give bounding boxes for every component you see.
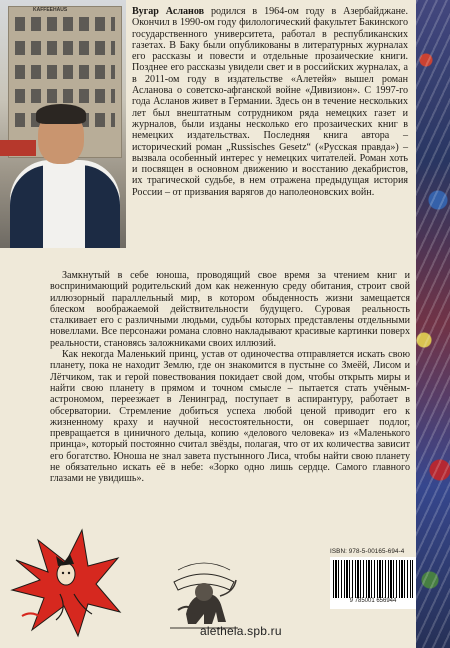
author-vest	[10, 165, 120, 248]
author-name: Вугар Асланов	[132, 6, 205, 17]
publisher-website: aletheia.spb.ru	[200, 624, 282, 638]
author-bio-text: родился в 1964-ом году в Азербайджане. Окончил в 1990-ом году филологический факультет Бакинского государственного университета, работал в республиканских газетах. В Баку были опубликованы в литературных журналах его рассказы и повести и отдельные прозаические книги. Позднее его рассказы увидели свет и в российских журналах, а в 2011-ом году в издательстве «Алетейя» вышел роман Асланова о советско-афганской войне «Дивизион». С 1997-го года Асланов живет в Германии. Здесь он в течение нескольких лет был внештатным сотрудником ряда немецких газет и журналов, были изданы несколько его прозаических книг в немецких издательствах. Последняя книга автора – исторический роман „Russisches Gesetz“ («Русская правда») – вызвала особенный интерес у немецких читателей. Роман хоть и посвящен в основном движению и восстанию декабристов, их трагической судьбе, в нем отражена предыдущая история России – от призвания варягов до наполеоновских войн.	[132, 6, 408, 198]
author-photo	[0, 0, 126, 248]
isbn-text: ISBN: 978-5-00165-694-4	[330, 548, 405, 555]
description-paragraph: Как некогда Маленький принц, устав от одиночества отправляется искать свою планету, пока не находит Землю, где он знакомится в пустыне со Змеёй, Лисом и Лётчиком, так и герой повествования покидает свой дом, чтобы открыть миры и найти свою планету в прямом и точном смысле – пытается стать учёным-астрономом, переезжает в Ленинград, поступает в аспирантуру, работает в обсерватории. Стремление добиться успеха любой ценой приводит его к жизненному краху и научной несостоятельности, он совершает подлог, превращается в циничного дельца, копию «делового человека» из «Маленького принца», который постоянно считал звёзды, полагая, что от их количества зависит его богатство. Юноша не знал завета пустынного Лиса, чтобы найти свою планету не обязательно искать её в небе: «Зорко одно лишь сердце. Самого главного глазами не увидишь».	[50, 349, 410, 485]
red-figure-drawing	[8, 520, 126, 640]
barcode-digits: 9 785001 656944	[349, 598, 397, 604]
photo-awning	[0, 140, 36, 156]
description-paragraph: Замкнутый в себе юноша, проводящий свое время за чтением книг и воспринимающий родительский дом как неженную среду обитания, строит свой иллюзорный параллельный мир, в котором обыденность жизни замещается блеском воображаемой действительности будущего. Суровая реальность сталкивает его с различными людьми, судьбы которых представлены отдельными новеллами. Все персонажи романа словно накладывают красивые картинки поверх реальности, становясь заложниками своих иллюзий.	[50, 270, 410, 349]
barcode	[330, 557, 416, 609]
cover-artwork-strip	[416, 0, 450, 648]
author-hair	[36, 104, 86, 124]
photo-sign: KAFFEEHAUS	[33, 7, 68, 13]
isbn-block	[330, 548, 416, 609]
author-bio	[132, 6, 408, 198]
book-description	[50, 270, 410, 485]
barcode-bars	[333, 560, 413, 598]
